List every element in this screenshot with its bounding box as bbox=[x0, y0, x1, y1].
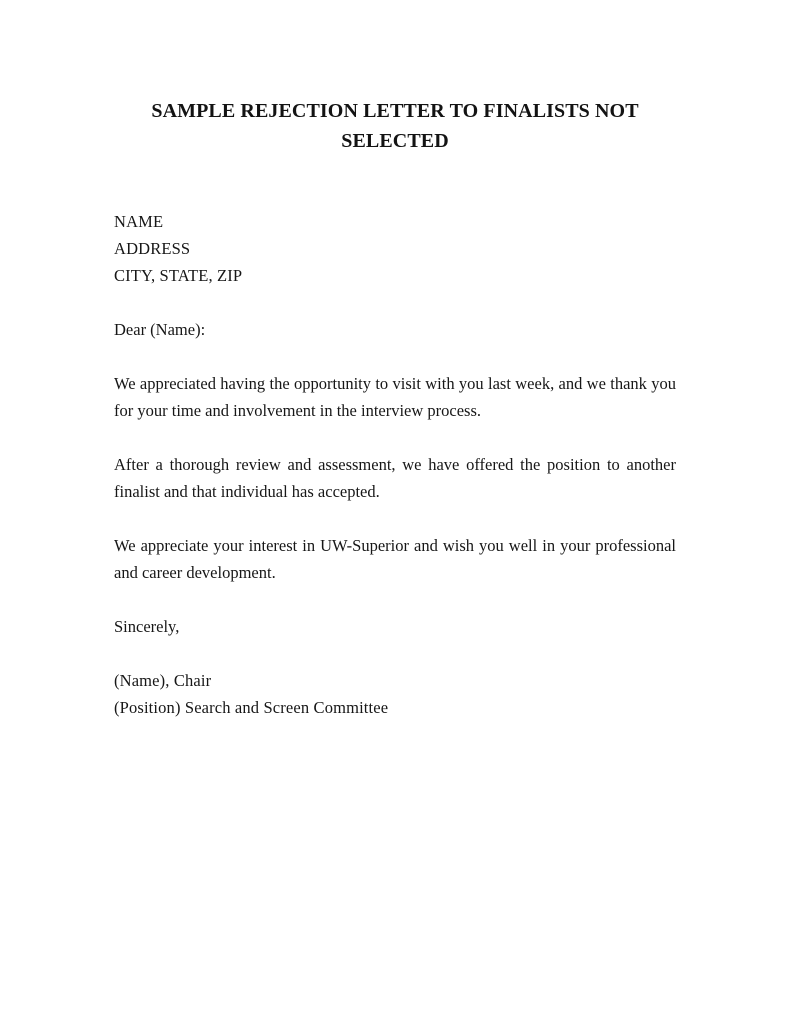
body-paragraph-2: After a thorough review and assessment, we have offered the position to another finalist and that individual has accepted. bbox=[114, 455, 676, 501]
signature-block bbox=[114, 667, 676, 721]
page-title bbox=[114, 96, 676, 156]
salutation: Dear (Name): bbox=[114, 320, 206, 339]
recipient-address-block bbox=[114, 208, 676, 289]
recipient-street: ADDRESS bbox=[114, 239, 191, 258]
spacer-para3-closing bbox=[114, 586, 676, 613]
body-paragraph-1: We appreciated having the opportunity to visit with you last week, and we thank you for your time and involvement in the interview process. bbox=[114, 374, 676, 420]
title-line-1: SAMPLE REJECTION LETTER TO FINALISTS NOT bbox=[151, 100, 639, 122]
signature-title: (Position) Search and Screen Committee bbox=[114, 698, 389, 717]
recipient-city-state-zip: CITY, STATE, ZIP bbox=[114, 266, 243, 285]
spacer-closing-signature bbox=[114, 640, 676, 667]
closing-salutation: Sincerely, bbox=[114, 617, 180, 636]
body-paragraph-3: We appreciate your interest in UW-Superior and wish you well in your professional and career development. bbox=[114, 536, 676, 582]
spacer-title-address bbox=[114, 156, 676, 208]
signature-name: (Name), Chair bbox=[114, 671, 212, 690]
letter-body bbox=[114, 96, 676, 721]
title-line-2: SELECTED bbox=[341, 130, 449, 152]
spacer-para1-para2 bbox=[114, 424, 676, 451]
spacer-address-salutation bbox=[114, 289, 676, 316]
recipient-name: NAME bbox=[114, 212, 164, 231]
spacer-salutation-para1 bbox=[114, 343, 676, 370]
spacer-para2-para3 bbox=[114, 505, 676, 532]
